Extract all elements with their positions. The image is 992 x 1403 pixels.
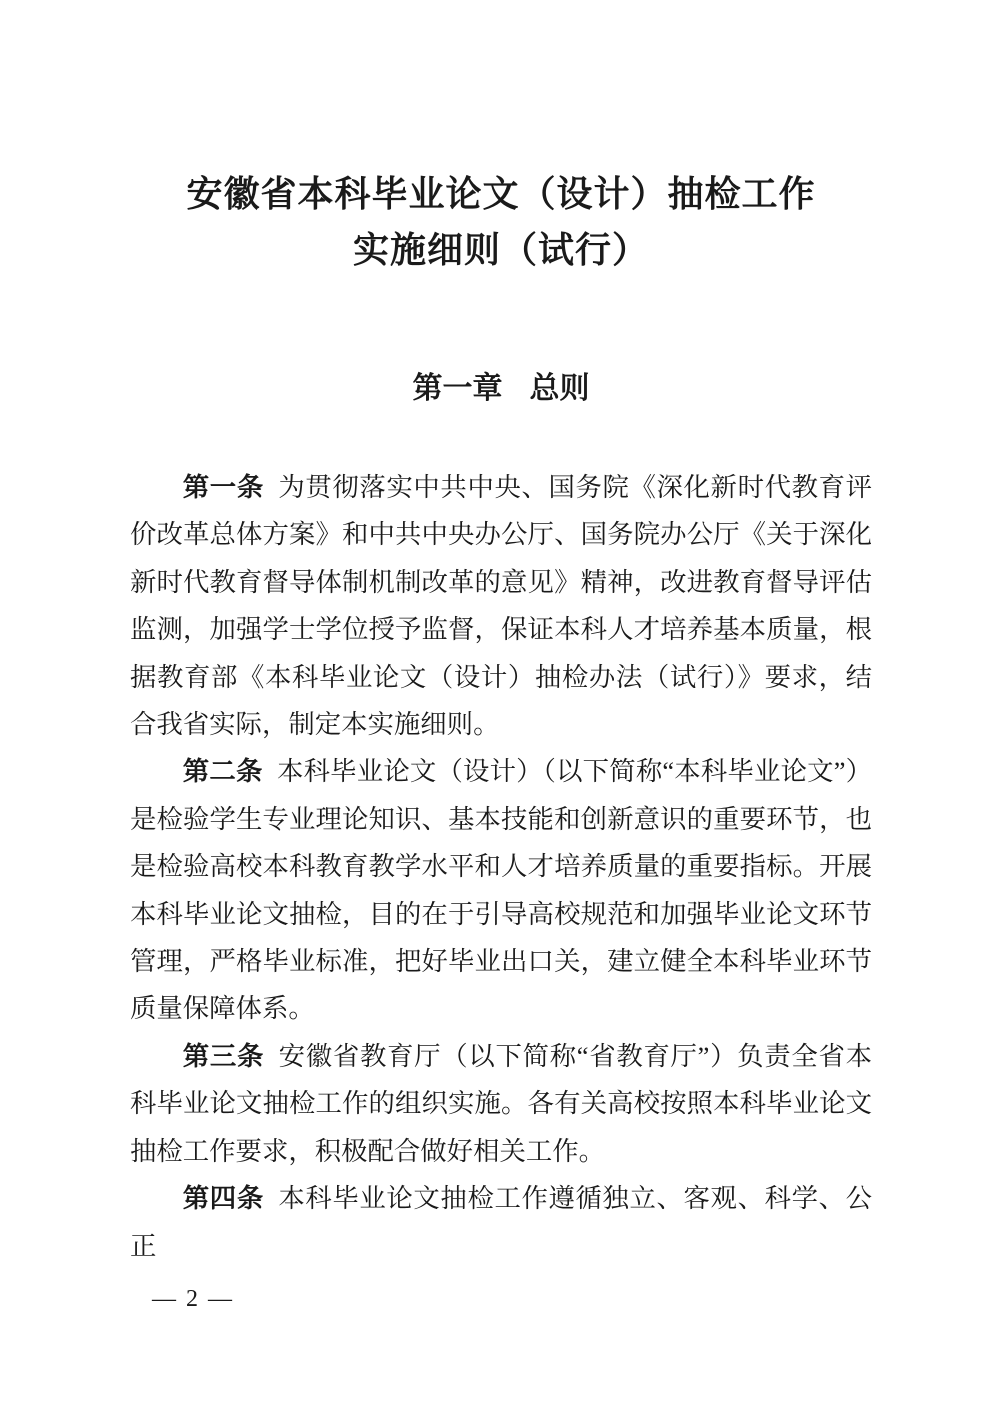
document-body [130, 464, 872, 1270]
article-1-number: 第一条 [182, 472, 264, 502]
article-4-text: 本科毕业论文抽检工作遵循独立、客观、科学、公正 [130, 1183, 873, 1261]
article-4-paragraph [130, 1175, 872, 1270]
document-title-line2: 实施细则（试行） [352, 230, 649, 270]
article-3-text: 安徽省教育厅（以下简称“省教育厅”）负责全省本科毕业论文抽检工作的组织实施。各有关高校按照本科毕业论文抽检工作要求，积极配合做好相关工作。 [130, 1040, 872, 1166]
page-number: — 2 — [152, 1285, 234, 1312]
article-3-number: 第三条 [182, 1040, 265, 1071]
article-1-text: 为贯彻落实中共中央、国务院《深化新时代教育评价改革总体方案》和中共中央办公厅、国务院办公厅《关于深化新时代教育督导体制机制改革的意见》精神，改进教育督导评估监测，加强学士学位授予监督，保证本科人才培养基本质量，根据教育部《本科毕业论文（设计）抽检办法（试行）》要求，结合我省实际，制定本实施细则。 [130, 472, 873, 740]
document-title-line1: 安徽省本科毕业论文（设计）抽检工作 [186, 174, 816, 214]
page-footer [130, 1284, 872, 1314]
chapter-number: 第一章 [412, 372, 503, 405]
article-2-number: 第二条 [182, 756, 263, 787]
document-title [130, 0, 872, 278]
chapter-title: 总则 [529, 372, 590, 405]
article-4-number: 第四条 [182, 1183, 264, 1214]
article-2-text: 本科毕业论文（设计）（以下简称“本科毕业论文”）是检验学生专业理论知识、基本技能和创新意识的重要环节，也是检验高校本科教育教学水平和人才培养质量的重要指标。开展本科毕业论文抽检，目的在于引导高校规范和加强毕业论文环节管理，严格毕业标准，把好毕业出口关，建立健全本科毕业环节质量保障体系。 [130, 756, 872, 1024]
article-3-paragraph [130, 1033, 872, 1175]
article-2-paragraph [130, 748, 872, 1032]
chapter-heading [130, 367, 872, 411]
article-1-paragraph [130, 464, 872, 748]
